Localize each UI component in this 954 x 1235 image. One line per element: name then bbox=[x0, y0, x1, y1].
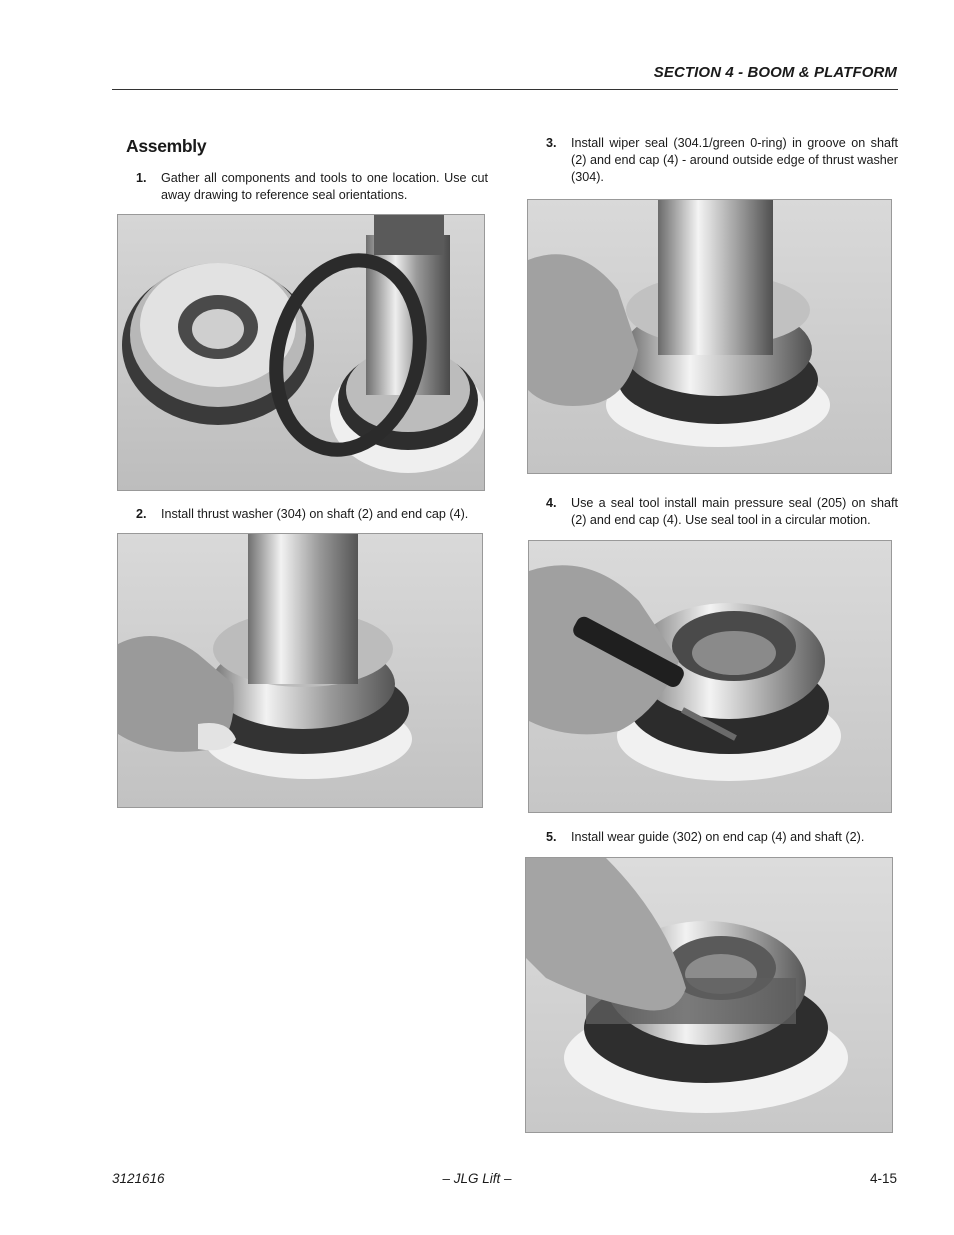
step-5 bbox=[546, 829, 898, 847]
doc-number: 3121616 bbox=[112, 1171, 165, 1186]
footer-center: – JLG Lift – bbox=[442, 1171, 512, 1186]
step-text: Install wiper seal (304.1/green 0-ring) in groove on shaft (2) and end cap (4) - around outside edge of thrust washer (304). bbox=[571, 136, 898, 184]
photo-pressure-seal bbox=[528, 540, 892, 813]
photo-wear-guide bbox=[525, 857, 893, 1133]
step-number: 2. bbox=[136, 507, 147, 521]
step-1 bbox=[136, 170, 488, 206]
step-2 bbox=[136, 506, 488, 524]
section-title: SECTION 4 - BOOM & PLATFORM bbox=[653, 64, 897, 81]
page-number: 4-15 bbox=[869, 1171, 897, 1186]
step-number: 3. bbox=[546, 136, 557, 150]
photo-wiper-seal bbox=[527, 199, 892, 474]
step-number: 4. bbox=[546, 496, 557, 510]
step-4 bbox=[546, 495, 898, 531]
step-number: 5. bbox=[546, 830, 557, 844]
step-text: Install wear guide (302) on end cap (4) and shaft (2). bbox=[571, 830, 865, 844]
assembly-heading: Assembly bbox=[126, 136, 207, 156]
step-number: 1. bbox=[136, 171, 147, 185]
step-3 bbox=[546, 135, 898, 187]
step-text: Install thrust washer (304) on shaft (2) and end cap (4). bbox=[161, 507, 469, 521]
step-text: Gather all components and tools to one location. Use cut away drawing to reference seal orientations. bbox=[161, 171, 488, 202]
header-divider bbox=[112, 89, 898, 90]
step-text: Use a seal tool install main pressure seal (205) on shaft (2) and end cap (4). Use seal tool in a circular motion. bbox=[571, 496, 898, 527]
photo-thrust-washer bbox=[117, 533, 483, 808]
photo-components bbox=[117, 214, 485, 491]
